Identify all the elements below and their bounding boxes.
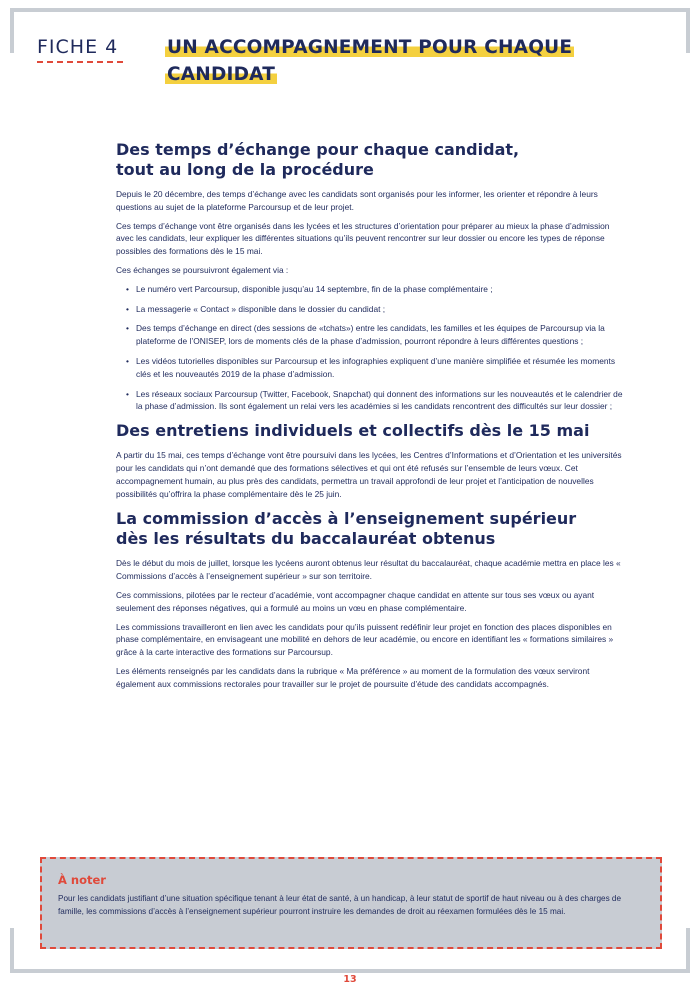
note-text: Pour les candidats justifiant d’une situation spécifique tenant à leur état de santé, à un handicap, à leur statut de sportif de haut niveau ou à des charges de famille, les commissions d’accès à l’enseignement supérieur pourront instruire les demandes de droit au réexamen formulées dès le 15 mai.	[58, 894, 622, 917]
list-item: • La messagerie « Contact » disponible dans le dossier du candidat ;	[126, 303, 626, 316]
section-echanges	[116, 140, 626, 413]
paragraph: A partir du 15 mai, ces temps d’échange vont être poursuivi dans les lycées, les Centres d’Informations et d’Orientation et les universités pour les candidats qui n’ont demandé que des formations sélectives et qui ont été refusés sur l’ensemble de leurs vœux. Cet accompagnement humain, au plus près des candidats, permettra un travail approfondi de leur projet et l’anticipation de nouvelles possibilités qu’offrira la phase complémentaire dès le 25 juin.	[116, 450, 622, 499]
paragraph: Ces temps d’échange vont être organisés dans les lycées et les structures d’orientation pour préparer au mieux la phase d’admission avec les candidats, leur expliquer les différentes situations qu’ils peuvent rencontrer sur leur dossier ou encore les types de réponse possibles des formations dès le 15 mai.	[116, 220, 610, 257]
page-number: 13	[333, 974, 367, 985]
bullet-list	[116, 283, 626, 413]
page-frame-left-bottom	[10, 928, 14, 973]
section-commission	[116, 509, 626, 690]
section-entretiens	[116, 421, 626, 500]
page-title	[165, 34, 635, 88]
section-echanges-heading-line1: Des temps d’échange pour chaque candidat,	[116, 140, 520, 159]
paragraph: Dès le début du mois de juillet, lorsque les lycéens auront obtenus leur résultat du baccalauréat, chaque académie mettra en place les « Commissions d’accès à l’enseignement supérieur » sur son territoire.	[116, 558, 621, 582]
paragraph: Ces commissions, pilotées par le recteur d’académie, vont accompagner chaque candidat en attente sur tous ses vœux ou ayant seulement des réponses négatives, qui a formulé au moins un vœu en phase complémentaire.	[116, 589, 595, 613]
section-commission-heading-line2: dès les résultats du baccalauréat obtenus	[116, 529, 496, 549]
note-box	[40, 857, 662, 949]
section-echanges-heading	[116, 140, 626, 180]
page-frame-right-bottom	[686, 928, 690, 973]
paragraph: Les commissions travailleront en lien avec les candidats pour qu’ils puissent redéfinir leur projet en fonction des places disponibles en phase complémentaire, en envisageant une mobilité en dehors de leur académie, ou encore en identifiant les « formations similaires » grâce à la carte interactive des formations sur Parcoursup.	[116, 621, 614, 658]
list-item: • Le numéro vert Parcoursup, disponible jusqu’au 14 septembre, fin de la phase complémentaire ;	[126, 283, 626, 296]
page-frame-left-top	[10, 8, 14, 53]
list-item: • Les vidéos tutorielles disponibles sur Parcoursup et les infographies expliquent d’une manière simplifiée et résumée les moments clés et les nouveautés 2019 de la phase d’admission.	[126, 355, 626, 381]
page-frame-bottom	[10, 969, 690, 973]
section-echanges-heading-line2: tout au long de la procédure	[116, 160, 374, 179]
page-title-text: UN ACCOMPAGNEMENT POUR CHAQUE CANDIDAT	[167, 37, 573, 85]
section-commission-heading-line1: La commission d’accès à l’enseignement supérieur	[116, 509, 577, 529]
section-commission-heading	[116, 509, 626, 549]
list-item: • Des temps d’échange en direct (des sessions de «tchats») entre les candidats, les familles et les équipes de Parcoursup via la plateforme de l’ONISEP, lors de moments clés de la phase d’admission, pourront répondre à leurs différentes questions ;	[126, 322, 626, 348]
main-content	[116, 140, 626, 697]
paragraph: Les éléments renseignés par les candidats dans la rubrique « Ma préférence » au moment de la formulation des vœux serviront également aux commissions rectorales pour travailler sur le projet de poursuite d’étude des candidats accompagnés.	[116, 665, 590, 689]
paragraph: Ces échanges se poursuivront également via :	[116, 264, 289, 275]
page-frame-right-top	[686, 8, 690, 53]
fiche-label: FICHE 4	[37, 36, 119, 58]
section-entretiens-heading: Des entretiens individuels et collectifs dès le 15 mai	[116, 421, 590, 441]
list-item: • Les réseaux sociaux Parcoursup (Twitter, Facebook, Snapchat) qui donnent des informations sur les nouveautés et le calendrier de la phase d’admission. Ils sont également un relai vers les académies si les candidats rencontrent des difficultés sur leur dossier ;	[126, 388, 626, 414]
fiche-underline	[37, 61, 123, 63]
page-frame-top	[10, 8, 690, 12]
note-title: À noter	[58, 873, 106, 887]
paragraph: Depuis le 20 décembre, des temps d’échange avec les candidats sont organisés pour les informer, les orienter et répondre à leurs questions au sujet de la plateforme Parcoursup et de leur projet.	[116, 189, 598, 212]
